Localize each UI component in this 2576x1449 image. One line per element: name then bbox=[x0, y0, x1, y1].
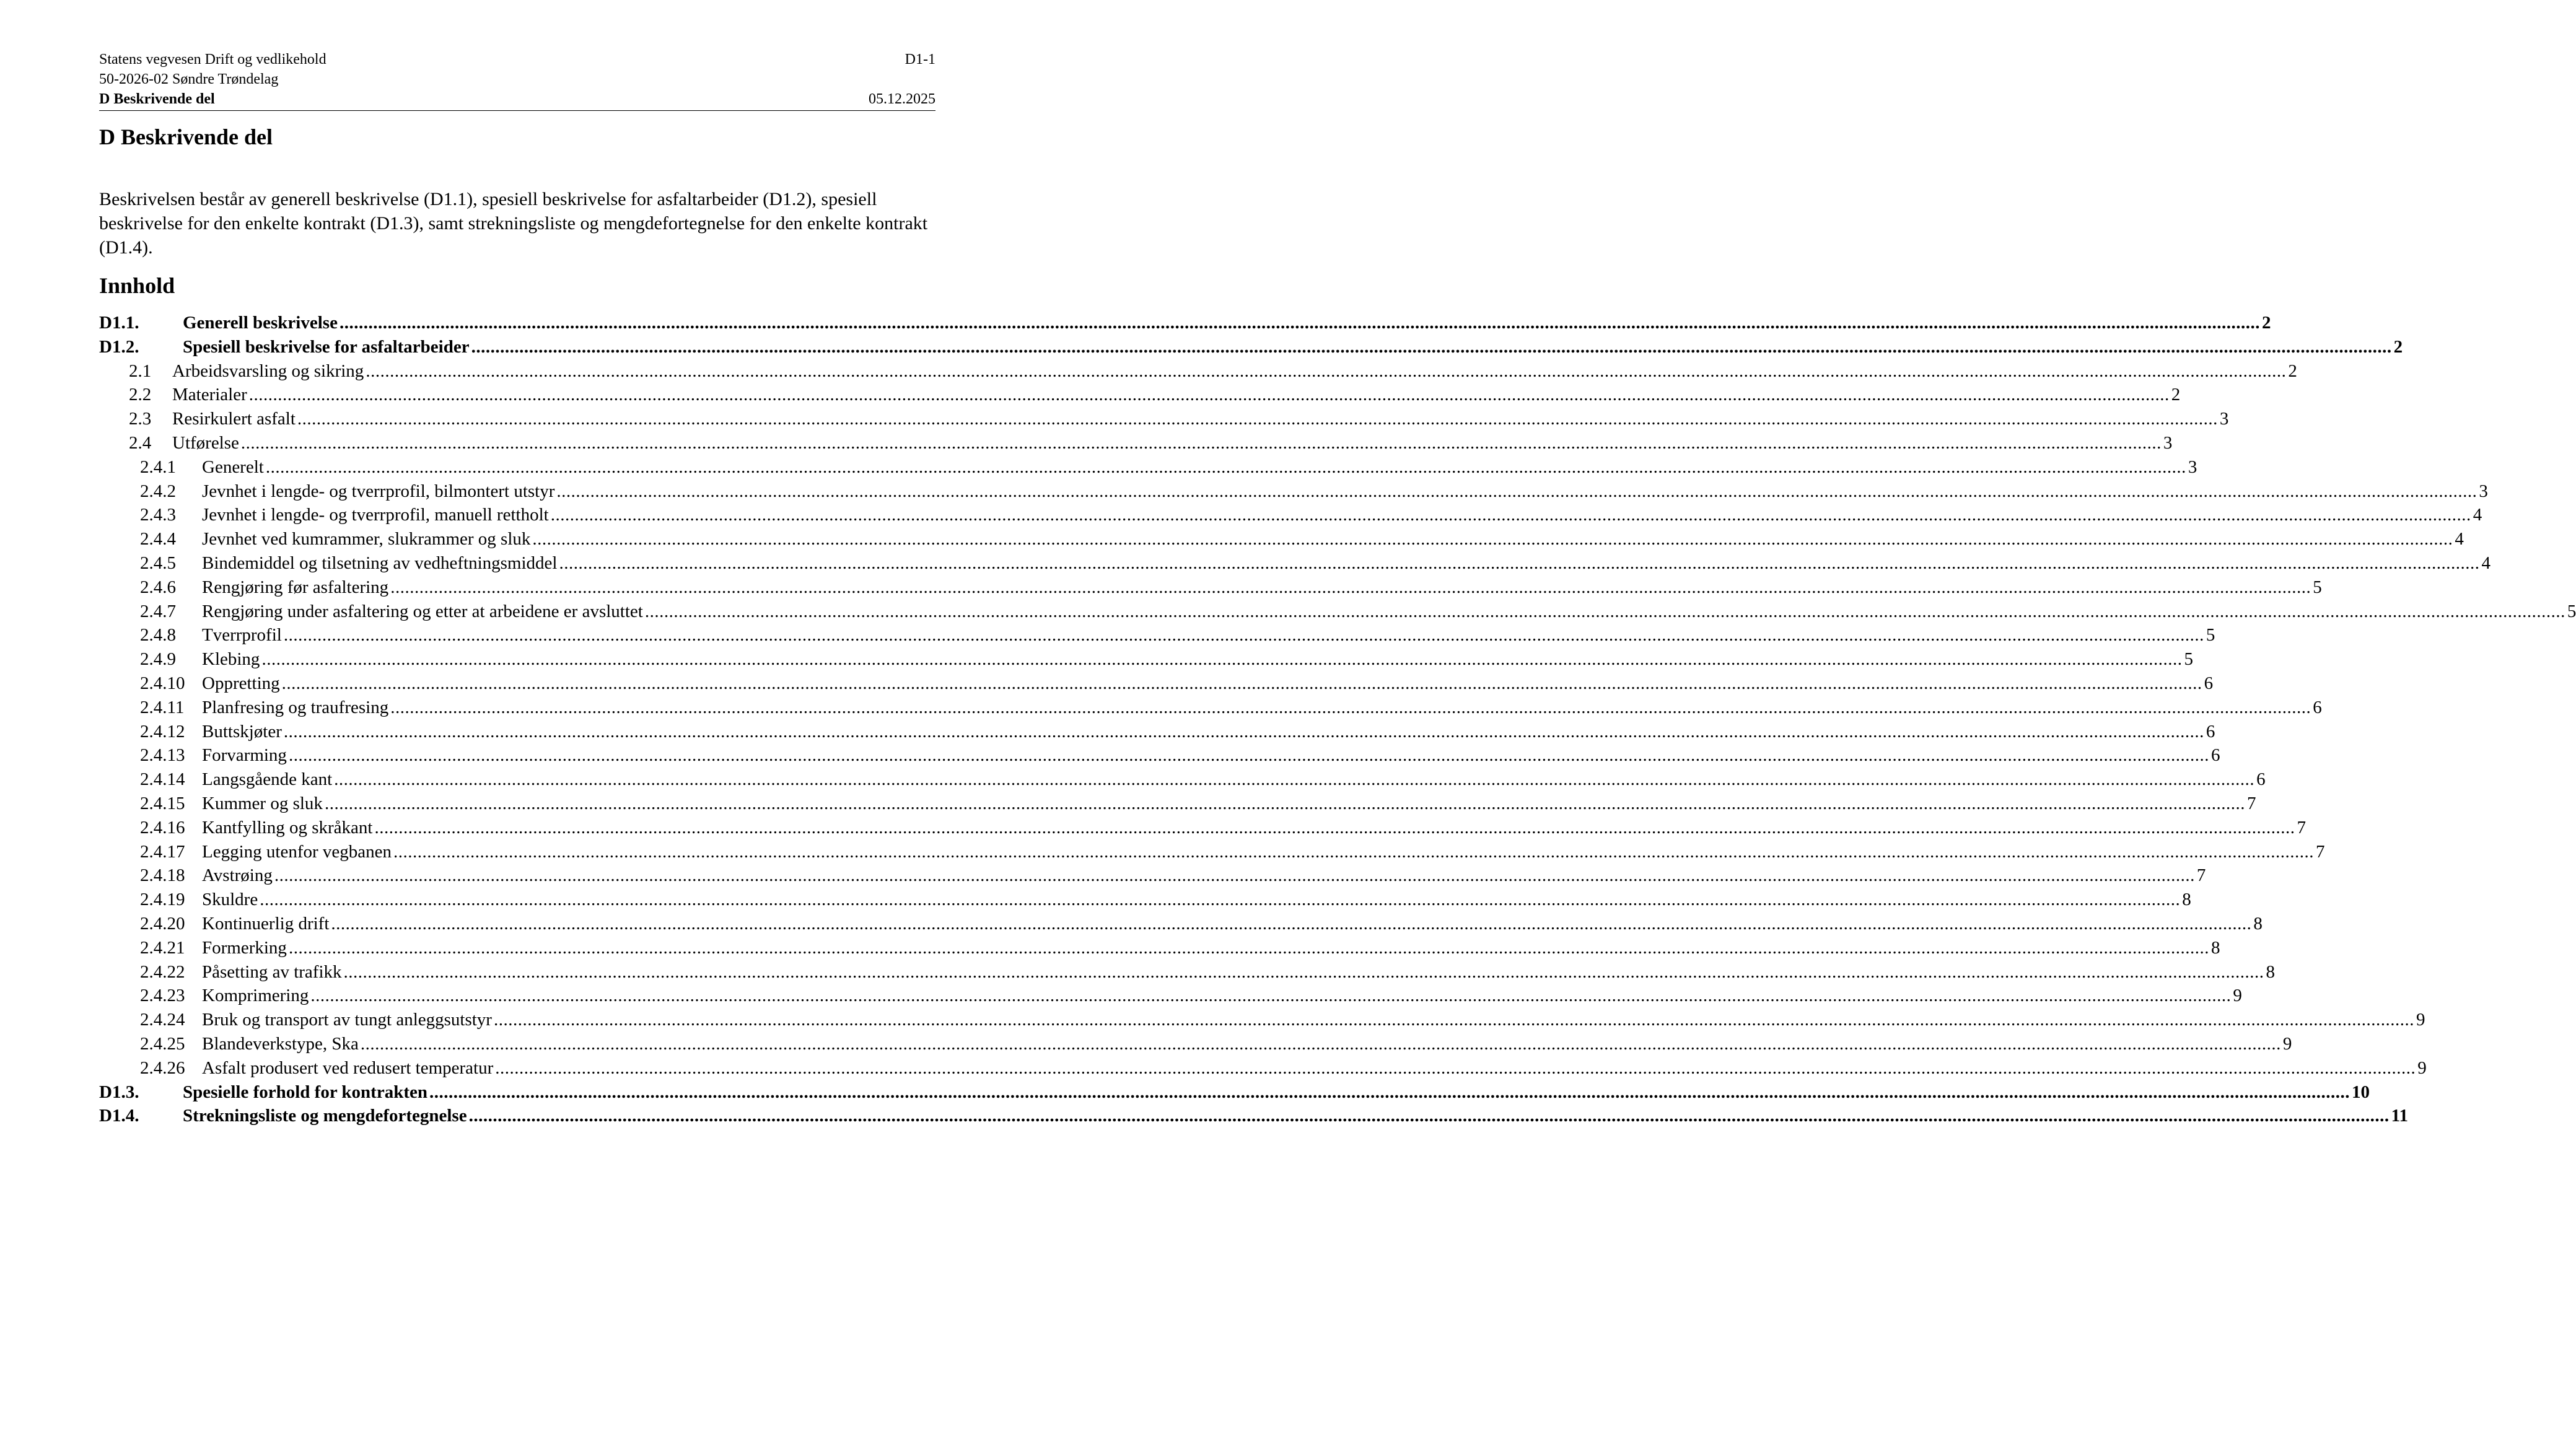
toc-entry[interactable] bbox=[99, 768, 2266, 792]
toc-entry-number: 2.4.25 bbox=[140, 1033, 185, 1054]
toc-entry-number: 2.4.20 bbox=[140, 913, 185, 934]
toc-entry-number: 2.4.21 bbox=[140, 937, 185, 958]
toc-entry-number: 2.4.24 bbox=[140, 1010, 185, 1030]
toc-entry-page: 4 bbox=[2481, 553, 2491, 573]
toc-entry-page: 4 bbox=[2473, 505, 2482, 525]
toc-entry-page: 6 bbox=[2256, 769, 2266, 790]
toc-entry-title: Avstrøing bbox=[202, 865, 273, 886]
toc-entry-page: 2 bbox=[2171, 385, 2181, 405]
toc-entry-title: Generelt bbox=[202, 457, 264, 477]
toc-entry-number: 2.4.13 bbox=[140, 745, 185, 766]
toc-entry-page: 6 bbox=[2313, 697, 2322, 717]
toc-entry-number: 2.4 bbox=[129, 432, 152, 453]
toc-dot-leader: ................................................................................................................................................................................................................................................................................................................................................................................................................ bbox=[390, 697, 2311, 717]
toc-entry-page: 3 bbox=[2163, 432, 2173, 453]
toc-dot-leader: ................................................................................................................................................................................................................................................................................................................................................................................................................ bbox=[288, 745, 2209, 766]
toc-entry[interactable] bbox=[99, 984, 2242, 1008]
toc-entry[interactable] bbox=[99, 407, 2229, 431]
toc-entry[interactable] bbox=[99, 335, 2403, 359]
toc-entry-page: 6 bbox=[2210, 745, 2220, 766]
toc-entry[interactable] bbox=[99, 527, 2464, 551]
toc-dot-leader: ................................................................................................................................................................................................................................................................................................................................................................................................................ bbox=[331, 913, 2252, 934]
toc-entry-page: 8 bbox=[2210, 937, 2220, 958]
toc-entry-number: 2.2 bbox=[129, 385, 152, 405]
toc-dot-leader: ................................................................................................................................................................................................................................................................................................................................................................................................................ bbox=[283, 721, 2204, 742]
toc-entry-title: Spesiell beskrivelse for asfaltarbeider bbox=[183, 336, 470, 357]
toc-dot-leader: ................................................................................................................................................................................................................................................................................................................................................................................................................ bbox=[360, 1033, 2281, 1054]
toc-entry-title: Kantfylling og skråkant bbox=[202, 817, 373, 838]
header-organization: Statens vegvesen Drift og vedlikehold bbox=[99, 51, 326, 68]
toc-entry-title: Jevnhet i lengde- og tverrprofil, manuell rettholt bbox=[202, 505, 549, 525]
toc-entry-title: Langsgående kant bbox=[202, 769, 333, 790]
toc-entry-page: 8 bbox=[2266, 961, 2276, 982]
toc-entry[interactable] bbox=[99, 576, 2322, 600]
toc-entry[interactable] bbox=[99, 1056, 2427, 1080]
toc-entry-title: Jevnhet ved kumrammer, slukrammer og sluk bbox=[202, 529, 531, 549]
toc-dot-leader: ................................................................................................................................................................................................................................................................................................................................................................................................................ bbox=[334, 769, 2255, 790]
toc-entry[interactable] bbox=[99, 383, 2181, 407]
toc-entry-title: Oppretting bbox=[202, 673, 280, 693]
toc-entry-page: 2 bbox=[2288, 361, 2297, 381]
toc-entry-title: Strekningsliste og mengdefortegnelse bbox=[183, 1106, 467, 1126]
toc-entry-title: Komprimering bbox=[202, 986, 309, 1006]
toc-dot-leader: ................................................................................................................................................................................................................................................................................................................................................................................................................ bbox=[261, 649, 2183, 670]
toc-entry-title: Tverrprofil bbox=[202, 625, 282, 646]
toc-dot-leader: ................................................................................................................................................................................................................................................................................................................................................................................................................ bbox=[495, 1057, 2416, 1078]
toc-entry[interactable] bbox=[99, 696, 2322, 720]
toc-entry-title: Materialer bbox=[172, 385, 247, 405]
toc-dot-leader: ................................................................................................................................................................................................................................................................................................................................................................................................................ bbox=[644, 601, 2565, 621]
page-header bbox=[99, 50, 935, 109]
toc-entry-page: 5 bbox=[2184, 649, 2193, 670]
toc-entry[interactable] bbox=[99, 743, 2220, 768]
toc-entry-number: 2.4.17 bbox=[140, 841, 185, 862]
toc-entry-page: 5 bbox=[2206, 625, 2215, 646]
toc-entry-title: Blandeverkstype, Ska bbox=[202, 1033, 359, 1054]
header-divider bbox=[99, 110, 935, 111]
header-date: 05.12.2025 bbox=[869, 91, 935, 107]
toc-entry-page: 4 bbox=[2455, 529, 2464, 549]
toc-entry-title: Bindemiddel og tilsetning av vedheftningsmiddel bbox=[202, 553, 558, 573]
toc-entry-page: 6 bbox=[2204, 673, 2214, 693]
toc-entry-number: 2.4.9 bbox=[140, 649, 176, 670]
toc-entry[interactable] bbox=[99, 359, 2297, 383]
toc-entry-number: 2.4.7 bbox=[140, 601, 176, 621]
toc-dot-leader: ................................................................................................................................................................................................................................................................................................................................................................................................................ bbox=[471, 336, 2392, 357]
toc-entry-page: 9 bbox=[2282, 1033, 2292, 1054]
toc-entry[interactable] bbox=[99, 455, 2197, 479]
toc-entry-page: 9 bbox=[2233, 986, 2242, 1006]
toc-dot-leader: ................................................................................................................................................................................................................................................................................................................................................................................................................ bbox=[288, 937, 2209, 958]
toc-entry-number: 2.4.19 bbox=[140, 890, 185, 910]
toc-entry-title: Generell beskrivelse bbox=[183, 313, 338, 333]
toc-entry-title: Rengjøring under asfaltering og etter at arbeidene er avsluttet bbox=[202, 601, 643, 621]
toc-entry[interactable] bbox=[99, 1104, 2408, 1128]
toc-entry-page: 9 bbox=[2416, 1010, 2425, 1030]
toc-dot-leader: ................................................................................................................................................................................................................................................................................................................................................................................................................ bbox=[493, 1010, 2414, 1030]
toc-dot-leader: ................................................................................................................................................................................................................................................................................................................................................................................................................ bbox=[468, 1106, 2390, 1126]
toc-entry-number: 2.4.26 bbox=[140, 1057, 185, 1078]
toc-entry-page: 7 bbox=[2297, 817, 2306, 838]
toc-entry-title: Bruk og transport av tungt anleggsutstyr bbox=[202, 1010, 492, 1030]
toc-entry-number: 2.4.1 bbox=[140, 457, 176, 477]
toc-entry-title: Resirkulert asfalt bbox=[172, 409, 296, 429]
toc-entry-title: Påsetting av trafikk bbox=[202, 961, 342, 982]
toc-entry[interactable] bbox=[99, 431, 2173, 455]
toc-dot-leader: ................................................................................................................................................................................................................................................................................................................................................................................................................ bbox=[297, 409, 2218, 429]
toc-entry-number: 2.4.14 bbox=[140, 769, 185, 790]
toc-entry[interactable] bbox=[99, 479, 2488, 504]
toc-entry-number: D1.2. bbox=[99, 336, 139, 357]
toc-entry-number: 2.4.2 bbox=[140, 481, 176, 501]
toc-entry-page: 5 bbox=[2567, 601, 2576, 621]
toc-dot-leader: ................................................................................................................................................................................................................................................................................................................................................................................................................ bbox=[283, 625, 2204, 646]
toc-entry-number: 2.4.22 bbox=[140, 961, 185, 982]
toc-dot-leader: ................................................................................................................................................................................................................................................................................................................................................................................................................ bbox=[393, 841, 2315, 862]
toc-entry-number: 2.4.3 bbox=[140, 505, 176, 525]
toc-entry-title: Asfalt produsert ved redusert temperatur bbox=[202, 1057, 494, 1078]
toc-dot-leader: ................................................................................................................................................................................................................................................................................................................................................................................................................ bbox=[559, 553, 2480, 573]
toc-entry[interactable] bbox=[99, 672, 2214, 696]
toc-entry[interactable] bbox=[99, 600, 2576, 624]
toc-entry-number: 2.4.16 bbox=[140, 817, 185, 838]
toc-entry-number: D1.4. bbox=[99, 1106, 139, 1126]
toc-entry[interactable] bbox=[99, 623, 2215, 647]
toc-entry[interactable] bbox=[99, 720, 2215, 744]
toc-entry[interactable] bbox=[99, 960, 2276, 984]
toc-dot-leader: ................................................................................................................................................................................................................................................................................................................................................................................................................ bbox=[556, 481, 2477, 501]
toc-heading: Innhold bbox=[99, 273, 175, 298]
toc-entry-page: 3 bbox=[2188, 457, 2197, 477]
toc-entry-title: Skuldre bbox=[202, 890, 258, 910]
intro-paragraph: Beskrivelsen består av generell beskrivelse (D1.1), spesiell beskrivelse for asfaltarbeider (D1.2), spesiell beskrivelse for den enkelte kontrakt (D1.3), samt strekningsliste og mengdefortegnelse for den enkelte kontrakt (D1.4). bbox=[99, 189, 928, 258]
toc-dot-leader: ................................................................................................................................................................................................................................................................................................................................................................................................................ bbox=[310, 986, 2232, 1006]
header-contract: 50-2026-02 Søndre Trøndelag bbox=[99, 71, 279, 87]
toc-entry-number: D1.3. bbox=[99, 1082, 139, 1102]
toc-dot-leader: ................................................................................................................................................................................................................................................................................................................................................................................................................ bbox=[274, 865, 2195, 886]
toc-dot-leader: ................................................................................................................................................................................................................................................................................................................................................................................................................ bbox=[265, 457, 2186, 477]
toc-dot-leader: ................................................................................................................................................................................................................................................................................................................................................................................................................ bbox=[374, 817, 2295, 838]
toc-entry-page: 3 bbox=[2219, 409, 2229, 429]
toc-entry-number: 2.4.18 bbox=[140, 865, 185, 886]
toc-dot-leader: ................................................................................................................................................................................................................................................................................................................................................................................................................ bbox=[366, 361, 2287, 381]
toc-dot-leader: ................................................................................................................................................................................................................................................................................................................................................................................................................ bbox=[260, 890, 2181, 910]
toc-entry-number: 2.4.12 bbox=[140, 721, 185, 742]
toc-entry-page: 11 bbox=[2391, 1106, 2408, 1126]
toc-entry-page: 7 bbox=[2316, 841, 2325, 862]
toc-entry[interactable] bbox=[99, 1080, 2370, 1105]
toc-dot-leader: ................................................................................................................................................................................................................................................................................................................................................................................................................ bbox=[324, 793, 2245, 813]
toc-dot-leader: ................................................................................................................................................................................................................................................................................................................................................................................................................ bbox=[343, 961, 2264, 982]
toc-dot-leader: ................................................................................................................................................................................................................................................................................................................................................................................................................ bbox=[390, 577, 2311, 597]
toc-entry-title: Kontinuerlig drift bbox=[202, 913, 330, 934]
toc-entry-number: 2.4.8 bbox=[140, 625, 176, 646]
toc-entry-page: 7 bbox=[2246, 793, 2256, 813]
toc-entry-title: Rengjøring før asfaltering bbox=[202, 577, 389, 597]
toc-entry-page: 10 bbox=[2352, 1082, 2370, 1102]
toc-entry-title: Spesielle forhold for kontrakten bbox=[183, 1082, 427, 1102]
toc-entry[interactable] bbox=[99, 1008, 2425, 1032]
toc-entry-title: Arbeidsvarsling og sikring bbox=[172, 361, 364, 381]
toc-dot-leader: ................................................................................................................................................................................................................................................................................................................................................................................................................ bbox=[339, 313, 2260, 333]
toc-entry-title: Kummer og sluk bbox=[202, 793, 323, 813]
toc-dot-leader: ................................................................................................................................................................................................................................................................................................................................................................................................................ bbox=[532, 529, 2453, 549]
toc-dot-leader: ................................................................................................................................................................................................................................................................................................................................................................................................................ bbox=[550, 505, 2471, 525]
toc-entry-page: 7 bbox=[2196, 865, 2206, 886]
header-page-id: D1-1 bbox=[905, 51, 935, 68]
toc-entry[interactable] bbox=[99, 503, 2482, 527]
toc-entry-number: 2.4.23 bbox=[140, 986, 185, 1006]
toc-entry[interactable] bbox=[99, 311, 2271, 335]
toc-entry-page: 6 bbox=[2206, 721, 2215, 742]
document-title: D Beskrivende del bbox=[99, 125, 273, 149]
toc-entry-title: Legging utenfor vegbanen bbox=[202, 841, 392, 862]
toc-dot-leader: ................................................................................................................................................................................................................................................................................................................................................................................................................ bbox=[429, 1082, 2350, 1102]
toc-entry[interactable] bbox=[99, 551, 2491, 576]
toc-entry-number: 2.4.6 bbox=[140, 577, 176, 597]
toc-entry[interactable] bbox=[99, 647, 2193, 672]
header-section: D Beskrivende del bbox=[99, 91, 215, 107]
toc-dot-leader: ................................................................................................................................................................................................................................................................................................................................................................................................................ bbox=[281, 673, 2202, 693]
toc-entry-title: Utførelse bbox=[172, 432, 239, 453]
toc-dot-leader: ................................................................................................................................................................................................................................................................................................................................................................................................................ bbox=[240, 432, 2162, 453]
toc-entry-page: 2 bbox=[2393, 336, 2403, 357]
toc-entry-number: 2.4.11 bbox=[140, 697, 185, 717]
toc-entry-page: 9 bbox=[2417, 1057, 2427, 1078]
toc-entry[interactable] bbox=[99, 816, 2306, 840]
toc-entry-number: 2.3 bbox=[129, 409, 152, 429]
toc-entry-page: 8 bbox=[2253, 913, 2263, 934]
toc-entry-number: D1.1. bbox=[99, 313, 139, 333]
toc-entry-title: Klebing bbox=[202, 649, 260, 670]
toc-entry-number: 2.4.5 bbox=[140, 553, 176, 573]
toc-entry-number: 2.4.10 bbox=[140, 673, 185, 693]
toc-entry-title: Jevnhet i lengde- og tverrprofil, bilmontert utstyr bbox=[202, 481, 555, 501]
toc-entry[interactable] bbox=[99, 936, 2220, 960]
toc-entry-page: 3 bbox=[2479, 481, 2488, 501]
toc-entry[interactable] bbox=[99, 912, 2263, 936]
toc-entry-title: Formerking bbox=[202, 937, 287, 958]
toc-entry[interactable] bbox=[99, 888, 2191, 912]
toc-entry[interactable] bbox=[99, 864, 2206, 888]
toc-entry-title: Forvarming bbox=[202, 745, 287, 766]
toc-dot-leader: ................................................................................................................................................................................................................................................................................................................................................................................................................ bbox=[248, 385, 2170, 405]
toc-entry[interactable] bbox=[99, 840, 2325, 864]
table-of-contents bbox=[99, 311, 2576, 1128]
toc-entry-number: 2.1 bbox=[129, 361, 152, 381]
toc-entry-page: 2 bbox=[2261, 313, 2271, 333]
toc-entry-number: 2.4.15 bbox=[140, 793, 185, 813]
toc-entry-title: Buttskjøter bbox=[202, 721, 282, 742]
toc-entry-title: Planfresing og traufresing bbox=[202, 697, 389, 717]
toc-entry[interactable] bbox=[99, 792, 2256, 816]
toc-entry-page: 8 bbox=[2182, 890, 2191, 910]
toc-entry[interactable] bbox=[99, 1032, 2292, 1056]
toc-entry-number: 2.4.4 bbox=[140, 529, 176, 549]
toc-entry-page: 5 bbox=[2313, 577, 2322, 597]
